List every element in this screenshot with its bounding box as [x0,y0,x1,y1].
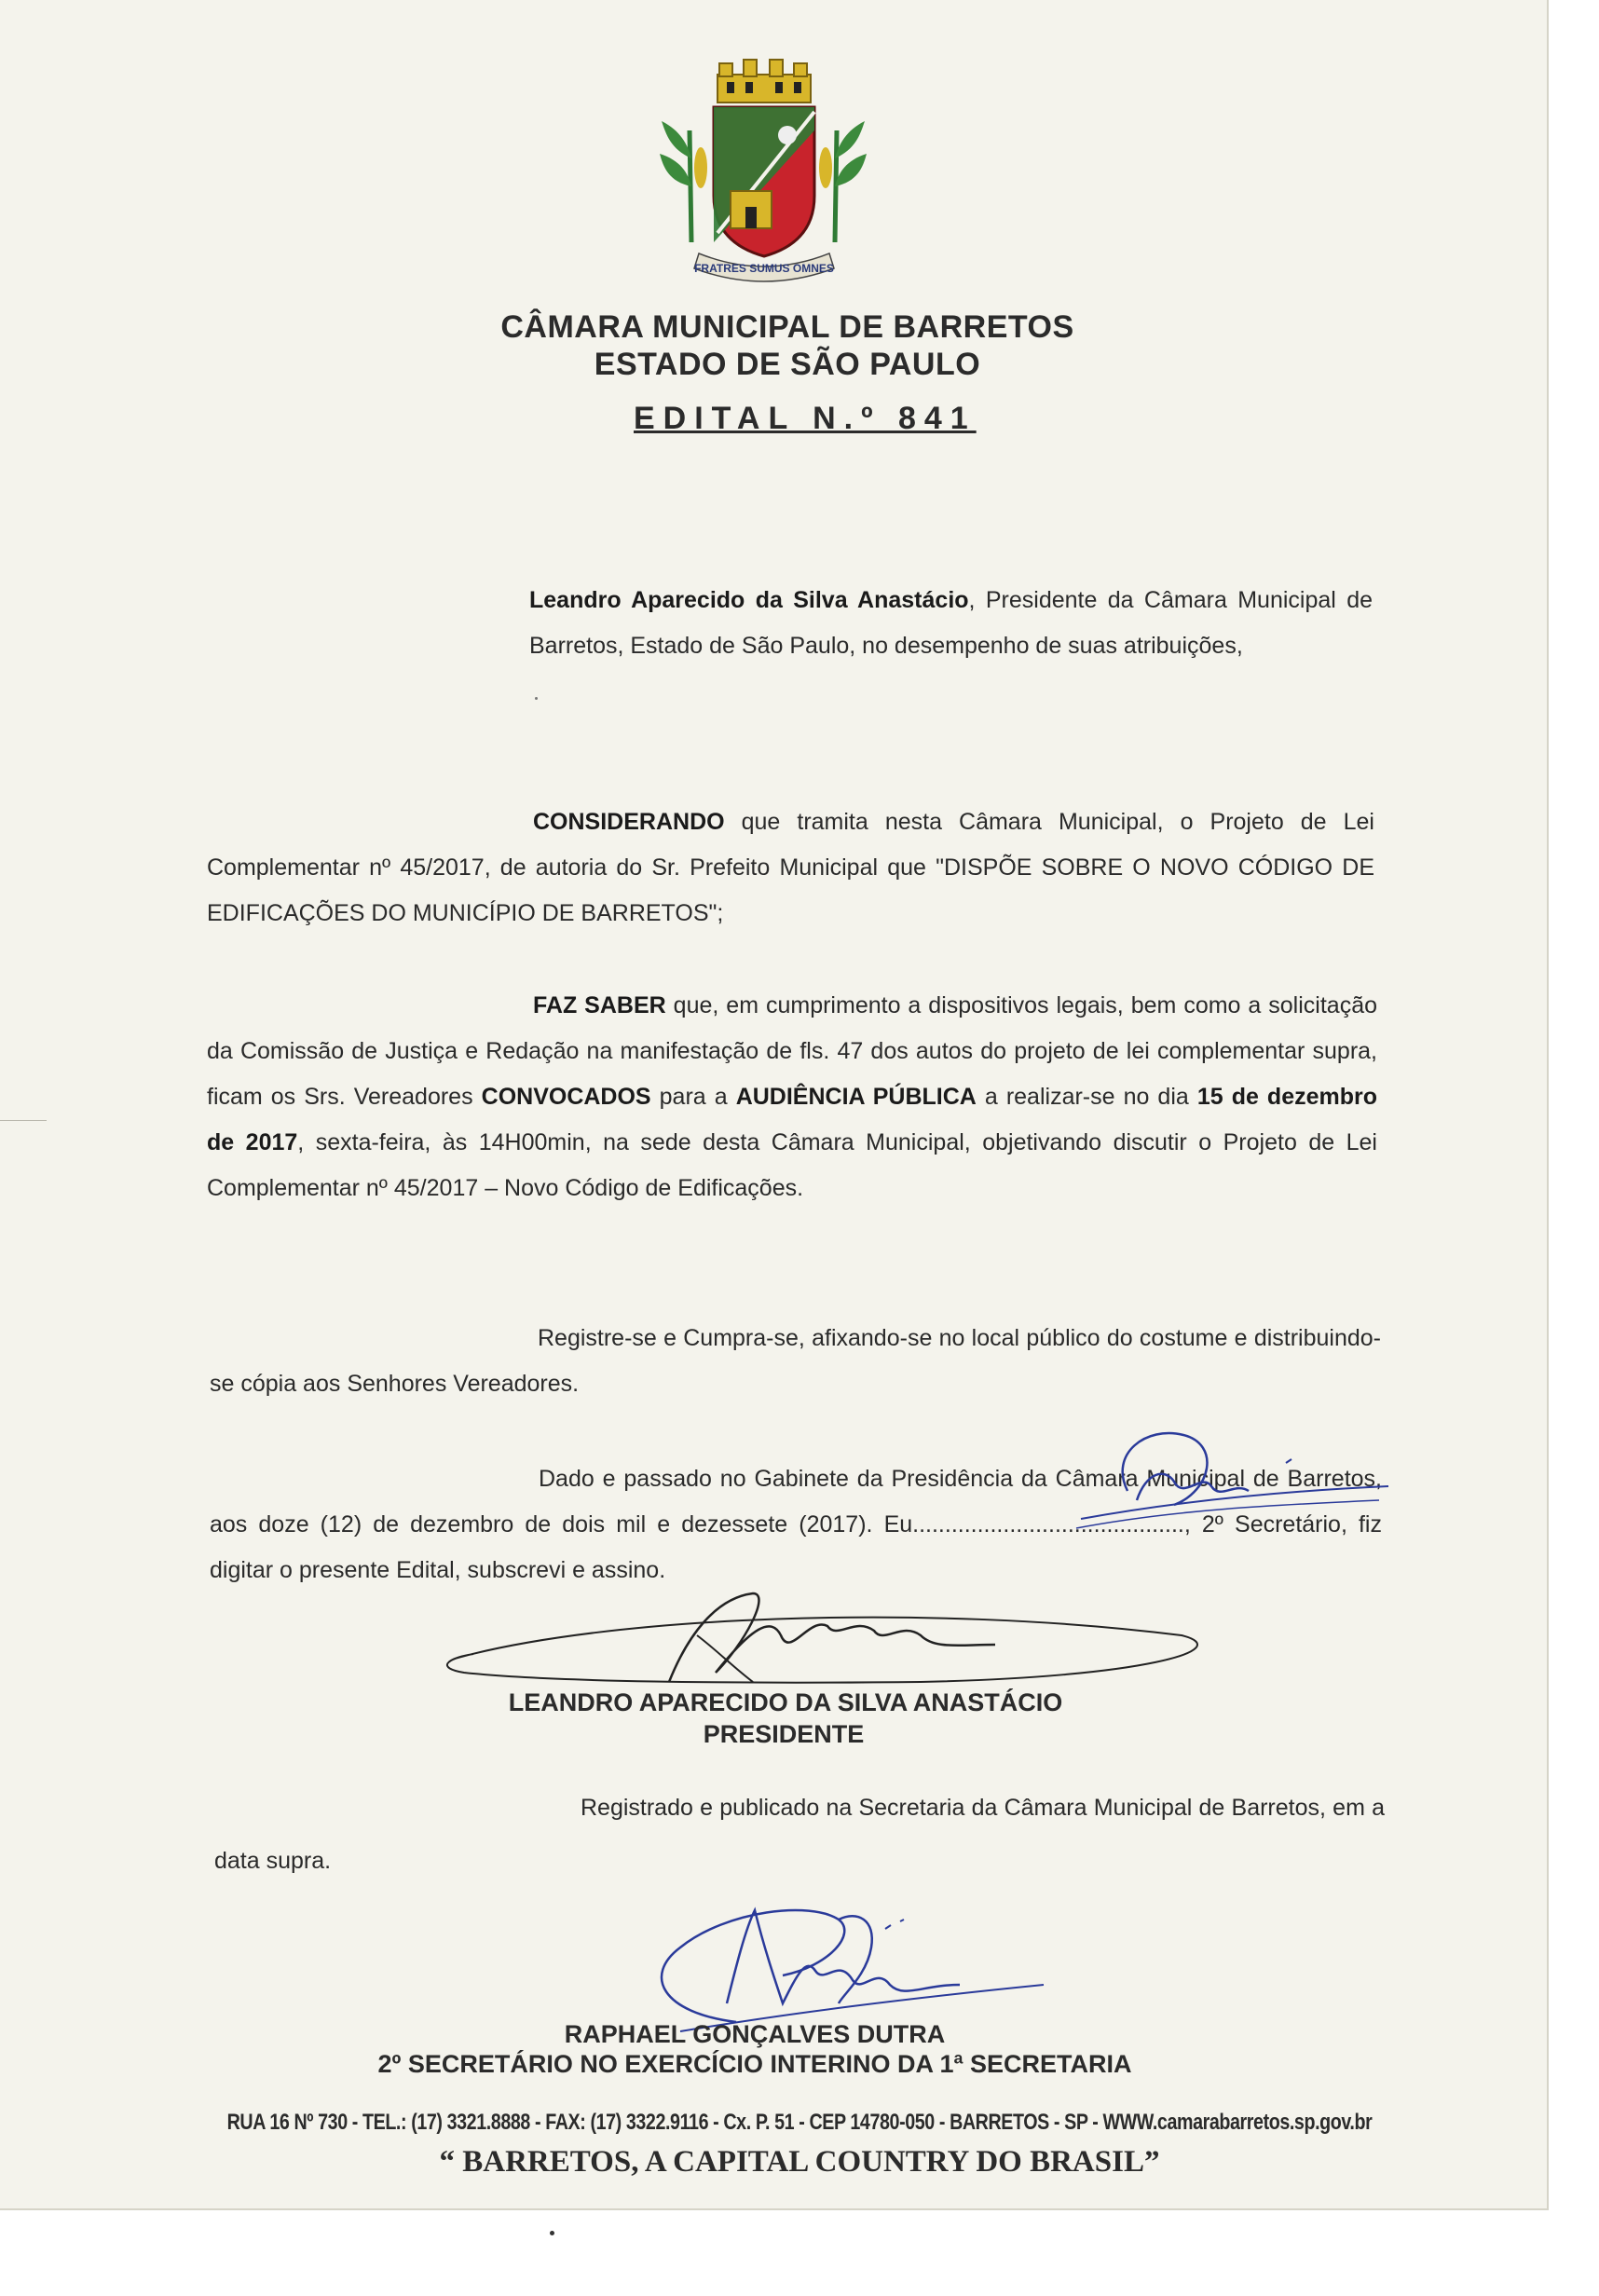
hearing-date: 15 de dezembro de 2017 [207,1084,1377,1155]
considerando-text: que tramita nesta Câmara Municipal, o Projeto de Lei Complementar nº 45/2017, de autoria do Sr. Prefeito Municipal que "DISPÕE SOBRE O NOVO CÓDIGO DE EDIFICAÇÕES DO MUNICÍPIO DE BARRETOS"; [207,809,1374,926]
intro-paragraph [529,578,1373,669]
president-name-inline: Leandro Aparecido da Silva Anastácio [529,587,969,613]
convocados-label: CONVOCADOS [481,1084,651,1110]
dado-passado-paragraph: Dado e passado no Gabinete da Presidência da Câmara Municipal de Barretos, aos doze (12) de dezembro de dois mil e dezessete (2017). Eu.........................................., 2º Secretário, fiz digitar o presente Edital, subscrevi e assino. [210,1466,1382,1583]
faz-saber-text-d: , sexta-feira, às 14H00min, na sede desta Câmara Municipal, objetivando discutir o Projeto de Lei Complementar nº 45/2017 – Novo Código de Edificações. [207,1129,1377,1201]
municipal-crest-icon [652,56,876,289]
intro-text: , Presidente da Câmara Municipal de Barretos, Estado de São Paulo, no desempenho de suas atribuições, [529,587,1374,659]
faz-saber-text-b: para a [650,1084,736,1110]
secretary-name: RAPHAEL GONÇALVES DUTRA [564,2020,946,2048]
footer-address: RUA 16 Nº 730 - TEL.: (17) 3321.8888 - FAX: (17) 3322.9116 - Cx. P. 51 - CEP 14780-050 - BARRETOS - SP - WWW.camarabarretos.sp.gov.br [226,2110,1373,2135]
president-name: LEANDRO APARECIDO DA SILVA ANASTÁCIO [508,1688,1063,1716]
faz-saber-text-c: a realizar-se no dia [976,1084,1197,1110]
registrado-paragraph: Registrado e publicado na Secretaria da Câmara Municipal de Barretos, em a data supra. [214,1795,1385,1874]
considerando-label: CONSIDERANDO [533,809,725,835]
president-role: PRESIDENTE [703,1720,865,1748]
secretary-initials-signature [1072,1416,1398,1556]
audiencia-label: AUDIÊNCIA PÚBLICA [735,1084,977,1110]
faz-saber-text-a: que, em cumprimento a dispositivos legais, bem como a solicitação da Comissão de Justiça e Redação na manifestação de fls. 47 dos autos do projeto de lei complementar supra, ficam os Srs. Vereadores [207,992,1377,1110]
faz-saber-paragraph [207,983,1377,1211]
crest-motto: FRATRES SUMUS OMNES [694,262,834,275]
margin-mark [0,1120,47,1121]
state-name: ESTADO DE SÃO PAULO [594,347,981,382]
institution-name: CÂMARA MUNICIPAL DE BARRETOS [500,309,1074,345]
secretary-role: 2º SECRETÁRIO NO EXERCÍCIO INTERINO DA 1ª SECRETARIA [377,2050,1132,2078]
faz-saber-label: FAZ SABER [533,992,666,1018]
scan-speck [550,2231,554,2235]
edital-number: EDITAL N.º 841 [634,401,977,436]
footer-motto: “ BARRETOS, A CAPITAL COUNTRY DO BRASIL” [439,2145,1160,2179]
registre-paragraph: Registre-se e Cumpra-se, afixando-se no local público do costume e distribuindo-se cópia aos Senhores Vereadores. [210,1325,1381,1397]
scan-speck [535,697,538,700]
considerando-paragraph [207,800,1374,936]
